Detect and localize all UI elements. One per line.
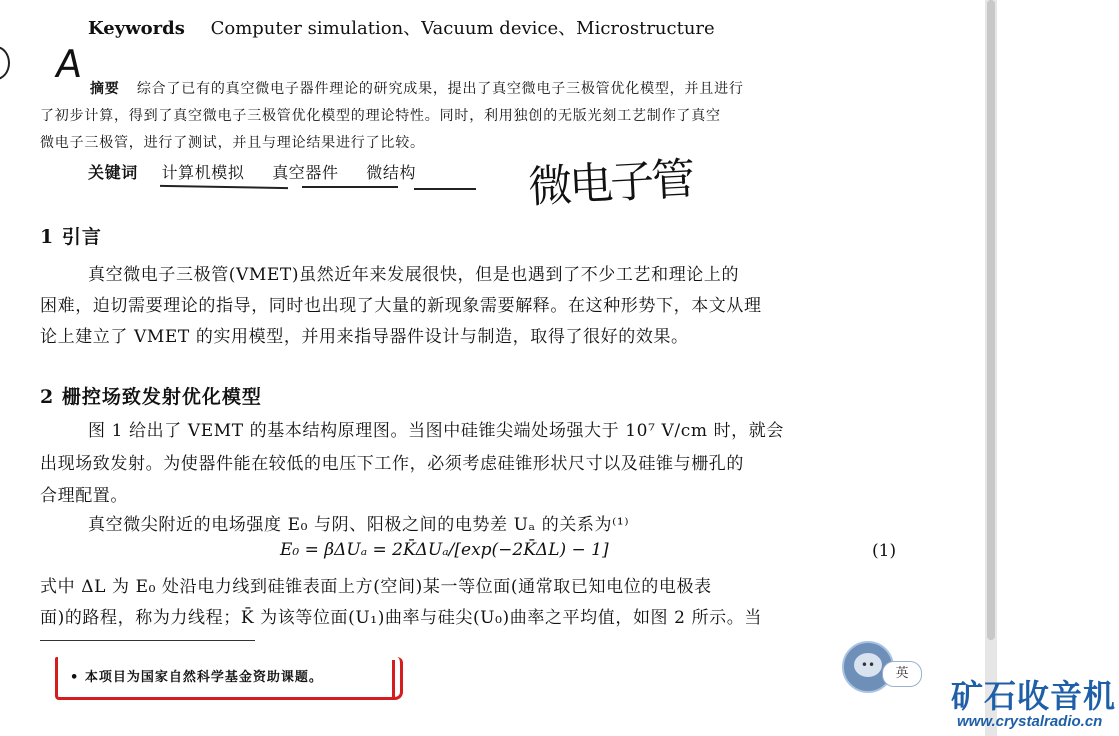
input-assistant-widget[interactable] [842,641,922,689]
watermark-url: www.crystalradio.cn [957,713,1103,730]
keyword-3: 微结构 [366,163,417,182]
section-1-heading: 1 引言 [40,226,102,248]
equation-number: (1) [872,541,897,561]
section-2-line-1: 图 1 给出了 VEMT 的基本结构原理图。当图中硅锥尖端处场强大于 10⁷ V/cm 时，就会 [88,421,784,441]
abstract-line-3: 微电子三极管，进行了测试，并且与理论结果进行了比较。 [40,135,425,151]
handwritten-underline-2 [302,186,398,188]
equation-1: E₀ = βΔUₐ = 2K̄ΔUₐ/[exp(−2K̄ΔL) − 1] [280,540,609,560]
handwritten-underline-1 [160,185,288,189]
footnote: • 本项目为国家自然科学基金资助课题。 [70,670,323,685]
section-2-heading: 2 栅控场致发射优化模型 [40,386,262,408]
english-keywords-label: Keywords [88,18,185,39]
abstract-label: 摘要 [90,81,120,97]
chinese-keywords [88,160,416,183]
section-2-line-4: 真空微尖附近的电场强度 E₀ 与阴、阳极之间的电势差 Uₐ 的关系为⁽¹⁾ [88,515,630,535]
section-1-line-3: 论上建立了 VMET 的实用模型，并用来指导器件设计与制造，取得了很好的效果。 [40,327,689,347]
keyword-1: 计算机模拟 [161,163,245,182]
abstract-line-1 [90,78,744,98]
input-language-badge[interactable]: 英 [882,661,922,687]
watermark-logo: 矿石收音机 [951,677,1117,715]
handwritten-underline-3 [414,188,476,190]
english-keywords [88,14,715,40]
english-keywords-text: Computer simulation、Vacuum device、Microstructure [210,18,715,39]
scrollbar-thumb[interactable] [987,0,995,640]
keyword-2: 真空器件 [272,163,339,182]
handwritten-letter-a: A [52,42,86,86]
chinese-keywords-label: 关键词 [88,163,138,182]
abstract-text-1: 综合了已有的真空微电子器件理论的研究成果，提出了真空微电子三极管优化模型，并且进行 [136,81,744,97]
section-1-line-2: 困难，迫切需要理论的指导，同时也出现了大量的新现象需要解释。在这种形势下，本文从理 [40,296,762,316]
footnote-rule [40,640,255,641]
section-2-line-3: 合理配置。 [40,486,128,506]
section-2-line-2: 出现场致发射。为使器件能在较低的电压下工作，必须考虑硅锥形状尺寸以及硅锥与栅孔的 [40,454,744,474]
section-2-line-6: 面)的路程，称为力线程；K̄ 为该等位面(U₁)曲率与硅尖(U₀)曲率之平均值，如图 2 所示。当 [40,608,762,628]
red-annotation-box [55,657,403,700]
section-2-line-5: 式中 ΔL 为 E₀ 处沿电力线到硅锥表面上方(空间)某一等位面(通常取已知电位的电极表 [40,577,712,597]
abstract-line-2: 了初步计算，得到了真空微电子三极管优化模型的理论特性。同时，利用独创的无版光刻工艺制作了真空 [40,108,721,124]
section-1-line-1: 真空微电子三极管(VMET)虽然近年来发展很快，但是也遇到了不少工艺和理论上的 [88,265,740,285]
handwritten-circle-mark [0,46,10,80]
red-annotation-stroke [392,660,395,700]
assistant-face-icon: •• [854,653,882,677]
right-margin [985,0,1119,736]
handwritten-note: 微电子管 [527,153,694,214]
